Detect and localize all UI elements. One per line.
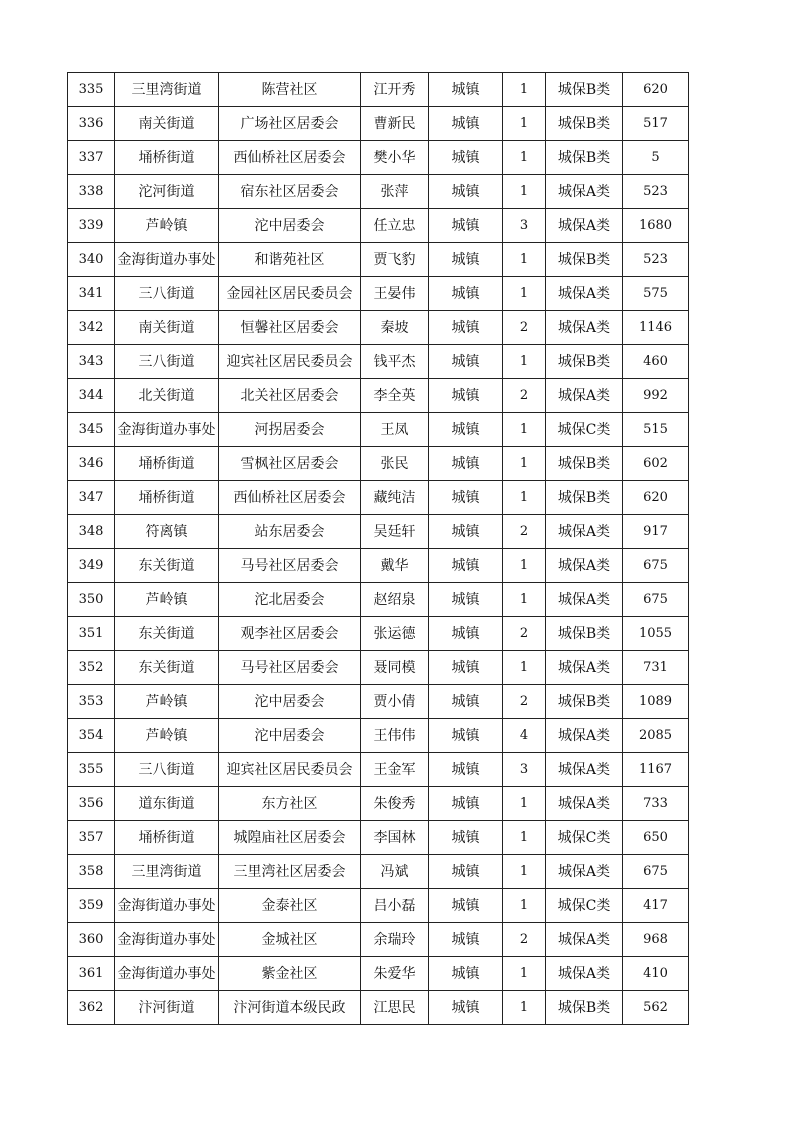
household-size-cell: 1 — [503, 889, 546, 923]
community-cell: 沱中居委会 — [219, 685, 361, 719]
community-cell: 汴河街道本级民政 — [219, 991, 361, 1025]
community-cell: 金城社区 — [219, 923, 361, 957]
amount-cell: 523 — [623, 243, 689, 277]
row-number-cell: 357 — [68, 821, 115, 855]
household-size-cell: 1 — [503, 175, 546, 209]
table-row — [68, 175, 689, 209]
row-number-cell: 355 — [68, 753, 115, 787]
amount-cell: 562 — [623, 991, 689, 1025]
area-type-cell: 城镇 — [429, 107, 503, 141]
amount-cell: 5 — [623, 141, 689, 175]
amount-cell: 675 — [623, 855, 689, 889]
area-type-cell: 城镇 — [429, 617, 503, 651]
community-cell: 金园社区居民委员会 — [219, 277, 361, 311]
area-type-cell: 城镇 — [429, 277, 503, 311]
community-cell: 河拐居委会 — [219, 413, 361, 447]
insurance-category-cell: 城保B类 — [546, 447, 623, 481]
area-type-cell: 城镇 — [429, 311, 503, 345]
row-number-cell: 345 — [68, 413, 115, 447]
household-size-cell: 2 — [503, 923, 546, 957]
relief-roster-table — [67, 72, 689, 1025]
row-number-cell: 347 — [68, 481, 115, 515]
household-size-cell: 1 — [503, 549, 546, 583]
insurance-category-cell: 城保A类 — [546, 787, 623, 821]
table-row — [68, 991, 689, 1025]
person-name-cell: 余瑞玲 — [361, 923, 429, 957]
amount-cell: 2085 — [623, 719, 689, 753]
area-type-cell: 城镇 — [429, 447, 503, 481]
area-type-cell: 城镇 — [429, 379, 503, 413]
person-name-cell: 藏纯洁 — [361, 481, 429, 515]
community-cell: 西仙桥社区居委会 — [219, 481, 361, 515]
household-size-cell: 3 — [503, 753, 546, 787]
street-office-cell: 埇桥街道 — [115, 481, 219, 515]
community-cell: 广场社区居委会 — [219, 107, 361, 141]
community-cell: 北关社区居委会 — [219, 379, 361, 413]
person-name-cell: 秦坡 — [361, 311, 429, 345]
row-number-cell: 344 — [68, 379, 115, 413]
community-cell: 紫金社区 — [219, 957, 361, 991]
household-size-cell: 2 — [503, 311, 546, 345]
insurance-category-cell: 城保C类 — [546, 413, 623, 447]
household-size-cell: 1 — [503, 277, 546, 311]
amount-cell: 602 — [623, 447, 689, 481]
area-type-cell: 城镇 — [429, 481, 503, 515]
area-type-cell: 城镇 — [429, 515, 503, 549]
person-name-cell: 江思民 — [361, 991, 429, 1025]
area-type-cell: 城镇 — [429, 719, 503, 753]
person-name-cell: 赵绍泉 — [361, 583, 429, 617]
community-cell: 陈营社区 — [219, 73, 361, 107]
person-name-cell: 李全英 — [361, 379, 429, 413]
area-type-cell: 城镇 — [429, 787, 503, 821]
area-type-cell: 城镇 — [429, 855, 503, 889]
person-name-cell: 钱平杰 — [361, 345, 429, 379]
row-number-cell: 352 — [68, 651, 115, 685]
street-office-cell: 沱河街道 — [115, 175, 219, 209]
row-number-cell: 342 — [68, 311, 115, 345]
insurance-category-cell: 城保A类 — [546, 209, 623, 243]
row-number-cell: 338 — [68, 175, 115, 209]
household-size-cell: 1 — [503, 957, 546, 991]
insurance-category-cell: 城保B类 — [546, 685, 623, 719]
household-size-cell: 1 — [503, 345, 546, 379]
row-number-cell: 337 — [68, 141, 115, 175]
amount-cell: 1089 — [623, 685, 689, 719]
street-office-cell: 东关街道 — [115, 549, 219, 583]
row-number-cell: 360 — [68, 923, 115, 957]
table-row — [68, 685, 689, 719]
row-number-cell: 340 — [68, 243, 115, 277]
amount-cell: 731 — [623, 651, 689, 685]
household-size-cell: 1 — [503, 107, 546, 141]
area-type-cell: 城镇 — [429, 413, 503, 447]
amount-cell: 1146 — [623, 311, 689, 345]
household-size-cell: 1 — [503, 447, 546, 481]
community-cell: 城隍庙社区居委会 — [219, 821, 361, 855]
area-type-cell: 城镇 — [429, 209, 503, 243]
street-office-cell: 北关街道 — [115, 379, 219, 413]
insurance-category-cell: 城保B类 — [546, 481, 623, 515]
street-office-cell: 三八街道 — [115, 753, 219, 787]
insurance-category-cell: 城保A类 — [546, 957, 623, 991]
insurance-category-cell: 城保A类 — [546, 651, 623, 685]
row-number-cell: 351 — [68, 617, 115, 651]
amount-cell: 1680 — [623, 209, 689, 243]
insurance-category-cell: 城保A类 — [546, 923, 623, 957]
insurance-category-cell: 城保A类 — [546, 855, 623, 889]
street-office-cell: 埇桥街道 — [115, 141, 219, 175]
community-cell: 迎宾社区居民委员会 — [219, 345, 361, 379]
area-type-cell: 城镇 — [429, 957, 503, 991]
amount-cell: 650 — [623, 821, 689, 855]
table-row — [68, 447, 689, 481]
insurance-category-cell: 城保C类 — [546, 889, 623, 923]
community-cell: 观李社区居委会 — [219, 617, 361, 651]
street-office-cell: 南关街道 — [115, 311, 219, 345]
insurance-category-cell: 城保B类 — [546, 107, 623, 141]
amount-cell: 517 — [623, 107, 689, 141]
street-office-cell: 芦岭镇 — [115, 583, 219, 617]
person-name-cell: 李国林 — [361, 821, 429, 855]
insurance-category-cell: 城保A类 — [546, 753, 623, 787]
community-cell: 沱北居委会 — [219, 583, 361, 617]
street-office-cell: 芦岭镇 — [115, 685, 219, 719]
household-size-cell: 2 — [503, 685, 546, 719]
person-name-cell: 贾小倩 — [361, 685, 429, 719]
amount-cell: 1167 — [623, 753, 689, 787]
person-name-cell: 王金军 — [361, 753, 429, 787]
household-size-cell: 3 — [503, 209, 546, 243]
household-size-cell: 2 — [503, 617, 546, 651]
table-row — [68, 481, 689, 515]
insurance-category-cell: 城保B类 — [546, 617, 623, 651]
person-name-cell: 朱爱华 — [361, 957, 429, 991]
amount-cell: 417 — [623, 889, 689, 923]
table-row — [68, 651, 689, 685]
street-office-cell: 道东街道 — [115, 787, 219, 821]
row-number-cell: 343 — [68, 345, 115, 379]
street-office-cell: 芦岭镇 — [115, 209, 219, 243]
table-row — [68, 821, 689, 855]
area-type-cell: 城镇 — [429, 583, 503, 617]
row-number-cell: 353 — [68, 685, 115, 719]
table-row — [68, 719, 689, 753]
household-size-cell: 1 — [503, 73, 546, 107]
community-cell: 和谐苑社区 — [219, 243, 361, 277]
table-row — [68, 923, 689, 957]
area-type-cell: 城镇 — [429, 889, 503, 923]
table-row — [68, 209, 689, 243]
person-name-cell: 王凤 — [361, 413, 429, 447]
row-number-cell: 335 — [68, 73, 115, 107]
insurance-category-cell: 城保A类 — [546, 175, 623, 209]
person-name-cell: 任立忠 — [361, 209, 429, 243]
area-type-cell: 城镇 — [429, 549, 503, 583]
street-office-cell: 金海街道办事处 — [115, 889, 219, 923]
community-cell: 沱中居委会 — [219, 719, 361, 753]
row-number-cell: 341 — [68, 277, 115, 311]
street-office-cell: 东关街道 — [115, 651, 219, 685]
row-number-cell: 354 — [68, 719, 115, 753]
area-type-cell: 城镇 — [429, 141, 503, 175]
row-number-cell: 346 — [68, 447, 115, 481]
insurance-category-cell: 城保A类 — [546, 549, 623, 583]
street-office-cell: 金海街道办事处 — [115, 923, 219, 957]
household-size-cell: 1 — [503, 583, 546, 617]
insurance-category-cell: 城保A类 — [546, 379, 623, 413]
area-type-cell: 城镇 — [429, 651, 503, 685]
household-size-cell: 2 — [503, 379, 546, 413]
street-office-cell: 南关街道 — [115, 107, 219, 141]
community-cell: 金泰社区 — [219, 889, 361, 923]
amount-cell: 675 — [623, 549, 689, 583]
amount-cell: 523 — [623, 175, 689, 209]
table-row — [68, 583, 689, 617]
household-size-cell: 1 — [503, 787, 546, 821]
table-row — [68, 617, 689, 651]
insurance-category-cell: 城保B类 — [546, 73, 623, 107]
amount-cell: 917 — [623, 515, 689, 549]
household-size-cell: 1 — [503, 855, 546, 889]
household-size-cell: 1 — [503, 413, 546, 447]
amount-cell: 968 — [623, 923, 689, 957]
person-name-cell: 张萍 — [361, 175, 429, 209]
household-size-cell: 1 — [503, 821, 546, 855]
household-size-cell: 2 — [503, 515, 546, 549]
person-name-cell: 曹新民 — [361, 107, 429, 141]
row-number-cell: 348 — [68, 515, 115, 549]
area-type-cell: 城镇 — [429, 923, 503, 957]
street-office-cell: 埇桥街道 — [115, 821, 219, 855]
insurance-category-cell: 城保A类 — [546, 583, 623, 617]
insurance-category-cell: 城保A类 — [546, 515, 623, 549]
table-row — [68, 413, 689, 447]
insurance-category-cell: 城保A类 — [546, 719, 623, 753]
community-cell: 宿东社区居委会 — [219, 175, 361, 209]
table-row — [68, 957, 689, 991]
community-cell: 迎宾社区居民委员会 — [219, 753, 361, 787]
person-name-cell: 朱俊秀 — [361, 787, 429, 821]
table-row — [68, 379, 689, 413]
insurance-category-cell: 城保B类 — [546, 141, 623, 175]
street-office-cell: 芦岭镇 — [115, 719, 219, 753]
street-office-cell: 金海街道办事处 — [115, 413, 219, 447]
area-type-cell: 城镇 — [429, 345, 503, 379]
table-row — [68, 787, 689, 821]
person-name-cell: 江开秀 — [361, 73, 429, 107]
row-number-cell: 359 — [68, 889, 115, 923]
row-number-cell: 361 — [68, 957, 115, 991]
insurance-category-cell: 城保B类 — [546, 991, 623, 1025]
community-cell: 沱中居委会 — [219, 209, 361, 243]
table-row — [68, 73, 689, 107]
table-row — [68, 515, 689, 549]
insurance-category-cell: 城保A类 — [546, 311, 623, 345]
row-number-cell: 358 — [68, 855, 115, 889]
street-office-cell: 金海街道办事处 — [115, 957, 219, 991]
table-row — [68, 855, 689, 889]
area-type-cell: 城镇 — [429, 821, 503, 855]
person-name-cell: 贾飞豹 — [361, 243, 429, 277]
person-name-cell: 张民 — [361, 447, 429, 481]
table-row — [68, 107, 689, 141]
street-office-cell: 三里湾街道 — [115, 73, 219, 107]
street-office-cell: 三八街道 — [115, 345, 219, 379]
row-number-cell: 349 — [68, 549, 115, 583]
street-office-cell: 汴河街道 — [115, 991, 219, 1025]
table-row — [68, 311, 689, 345]
person-name-cell: 张运德 — [361, 617, 429, 651]
table-body — [68, 73, 689, 1025]
amount-cell: 410 — [623, 957, 689, 991]
street-office-cell: 东关街道 — [115, 617, 219, 651]
person-name-cell: 王晏伟 — [361, 277, 429, 311]
street-office-cell: 三八街道 — [115, 277, 219, 311]
area-type-cell: 城镇 — [429, 753, 503, 787]
row-number-cell: 339 — [68, 209, 115, 243]
community-cell: 站东居委会 — [219, 515, 361, 549]
household-size-cell: 1 — [503, 243, 546, 277]
household-size-cell: 1 — [503, 991, 546, 1025]
person-name-cell: 冯斌 — [361, 855, 429, 889]
person-name-cell: 吴廷轩 — [361, 515, 429, 549]
insurance-category-cell: 城保C类 — [546, 821, 623, 855]
amount-cell: 992 — [623, 379, 689, 413]
table-row — [68, 277, 689, 311]
person-name-cell: 樊小华 — [361, 141, 429, 175]
row-number-cell: 356 — [68, 787, 115, 821]
community-cell: 恒馨社区居委会 — [219, 311, 361, 345]
amount-cell: 460 — [623, 345, 689, 379]
table-row — [68, 889, 689, 923]
row-number-cell: 350 — [68, 583, 115, 617]
person-name-cell: 聂同模 — [361, 651, 429, 685]
table-row — [68, 549, 689, 583]
street-office-cell: 金海街道办事处 — [115, 243, 219, 277]
insurance-category-cell: 城保B类 — [546, 243, 623, 277]
area-type-cell: 城镇 — [429, 175, 503, 209]
street-office-cell: 埇桥街道 — [115, 447, 219, 481]
amount-cell: 733 — [623, 787, 689, 821]
insurance-category-cell: 城保B类 — [546, 345, 623, 379]
area-type-cell: 城镇 — [429, 243, 503, 277]
amount-cell: 575 — [623, 277, 689, 311]
household-size-cell: 1 — [503, 141, 546, 175]
table-row — [68, 243, 689, 277]
street-office-cell: 三里湾街道 — [115, 855, 219, 889]
insurance-category-cell: 城保A类 — [546, 277, 623, 311]
area-type-cell: 城镇 — [429, 685, 503, 719]
row-number-cell: 362 — [68, 991, 115, 1025]
person-name-cell: 王伟伟 — [361, 719, 429, 753]
person-name-cell: 戴华 — [361, 549, 429, 583]
community-cell: 三里湾社区居委会 — [219, 855, 361, 889]
household-size-cell: 4 — [503, 719, 546, 753]
community-cell: 西仙桥社区居委会 — [219, 141, 361, 175]
row-number-cell: 336 — [68, 107, 115, 141]
area-type-cell: 城镇 — [429, 73, 503, 107]
community-cell: 东方社区 — [219, 787, 361, 821]
amount-cell: 515 — [623, 413, 689, 447]
community-cell: 马号社区居委会 — [219, 651, 361, 685]
table-row — [68, 345, 689, 379]
street-office-cell: 符离镇 — [115, 515, 219, 549]
area-type-cell: 城镇 — [429, 991, 503, 1025]
amount-cell: 675 — [623, 583, 689, 617]
community-cell: 雪枫社区居委会 — [219, 447, 361, 481]
amount-cell: 620 — [623, 73, 689, 107]
community-cell: 马号社区居委会 — [219, 549, 361, 583]
household-size-cell: 1 — [503, 481, 546, 515]
amount-cell: 1055 — [623, 617, 689, 651]
table-row — [68, 141, 689, 175]
household-size-cell: 1 — [503, 651, 546, 685]
table-row — [68, 753, 689, 787]
person-name-cell: 吕小磊 — [361, 889, 429, 923]
amount-cell: 620 — [623, 481, 689, 515]
